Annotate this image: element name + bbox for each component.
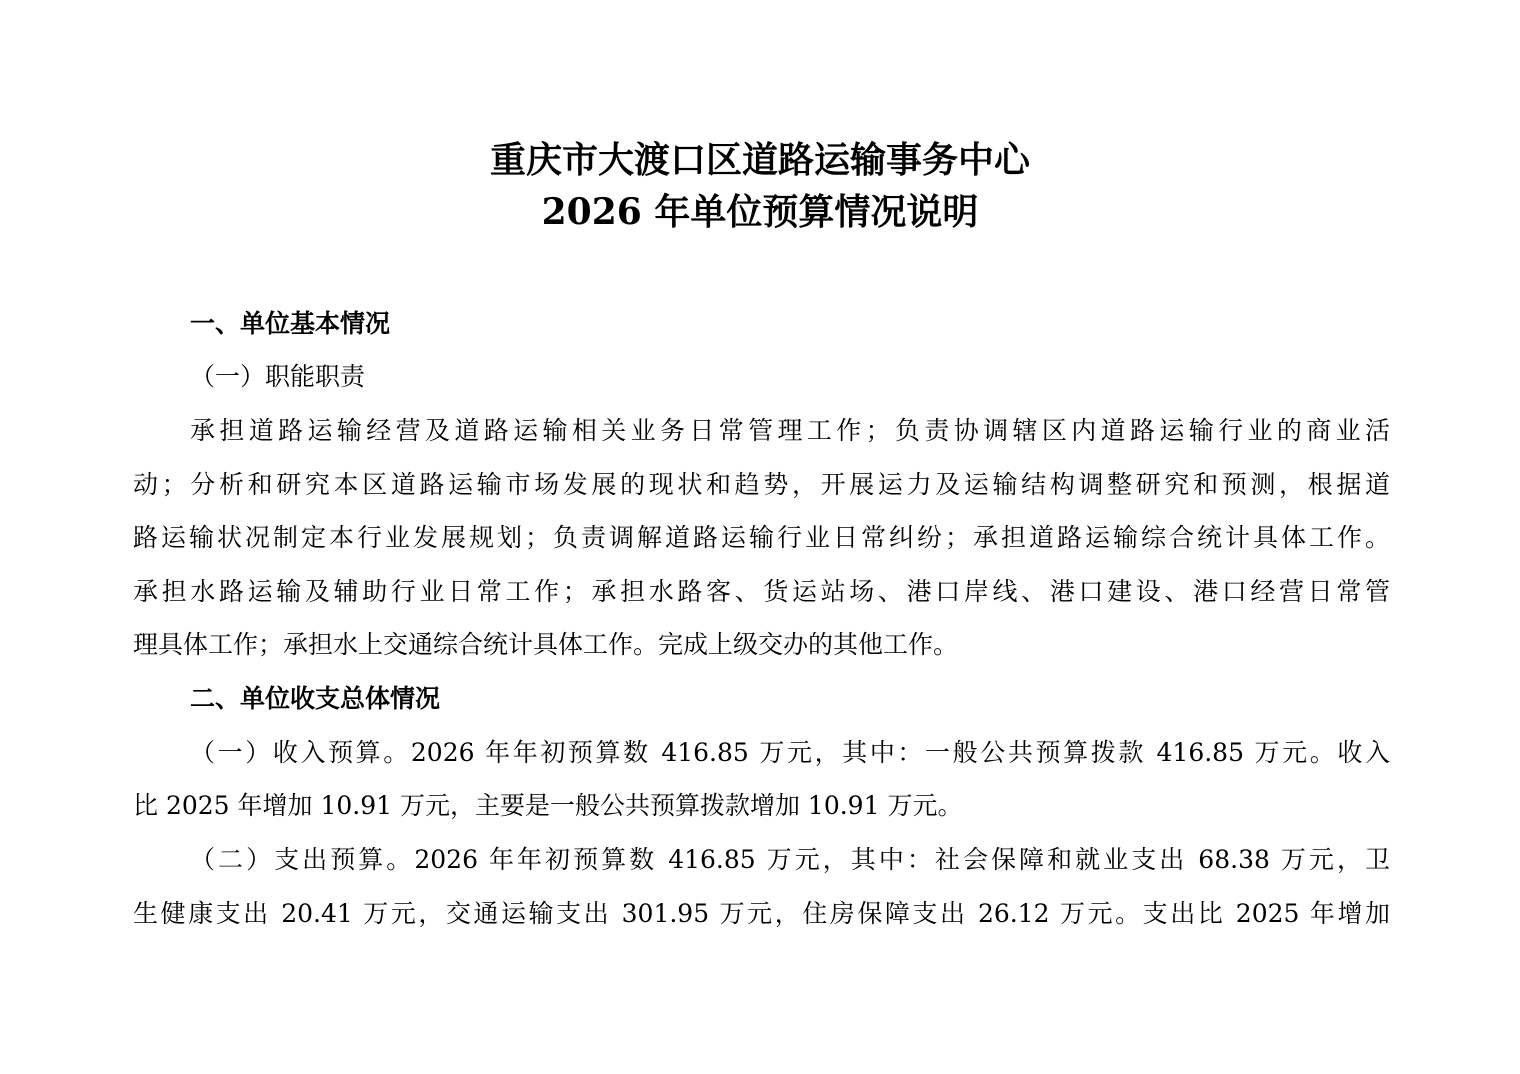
duties-line: 承担水路运输及辅助行业日常工作；承担水路客、货运站场、港口岸线、港口建设、港口经营日常管 xyxy=(133,577,1390,606)
income-line: 比 2025 年增加 10.91 万元，主要是一般公共预算拨款增加 10.91 万元。 xyxy=(133,791,963,820)
duties-line: 路运输状况制定本行业发展规划；负责调解道路运输行业日常纠纷；承担道路运输综合统计具体工作。 xyxy=(133,523,1390,552)
section-1-subheading: （一）职能职责 xyxy=(190,362,366,391)
duties-line: 理具体工作；承担水上交通综合统计具体工作。完成上级交办的其他工作。 xyxy=(133,630,959,659)
document-subtitle: 2026 年单位预算情况说明 xyxy=(541,191,979,233)
document-title: 重庆市大渡口区道路运输事务中心 xyxy=(489,139,1030,181)
section-1-heading: 一、单位基本情况 xyxy=(190,309,391,338)
income-line: （一）收入预算。2026 年年初预算数 416.85 万元，其中：一般公共预算拨款 416.85 万元。收入 xyxy=(190,738,1390,767)
expense-line: （二）支出预算。2026 年年初预算数 416.85 万元，其中：社会保障和就业支出 68.38 万元，卫 xyxy=(190,845,1390,874)
expense-line: 生健康支出 20.41 万元，交通运输支出 301.95 万元，住房保障支出 26.12 万元。支出比 2025 年增加 xyxy=(133,899,1390,928)
section-2-heading: 二、单位收支总体情况 xyxy=(190,684,441,713)
duties-line: 承担道路运输经营及道路运输相关业务日常管理工作；负责协调辖区内道路运输行业的商业活 xyxy=(190,416,1390,445)
duties-line: 动；分析和研究本区道路运输市场发展的现状和趋势，开展运力及运输结构调整研究和预测，根据道 xyxy=(133,470,1390,499)
